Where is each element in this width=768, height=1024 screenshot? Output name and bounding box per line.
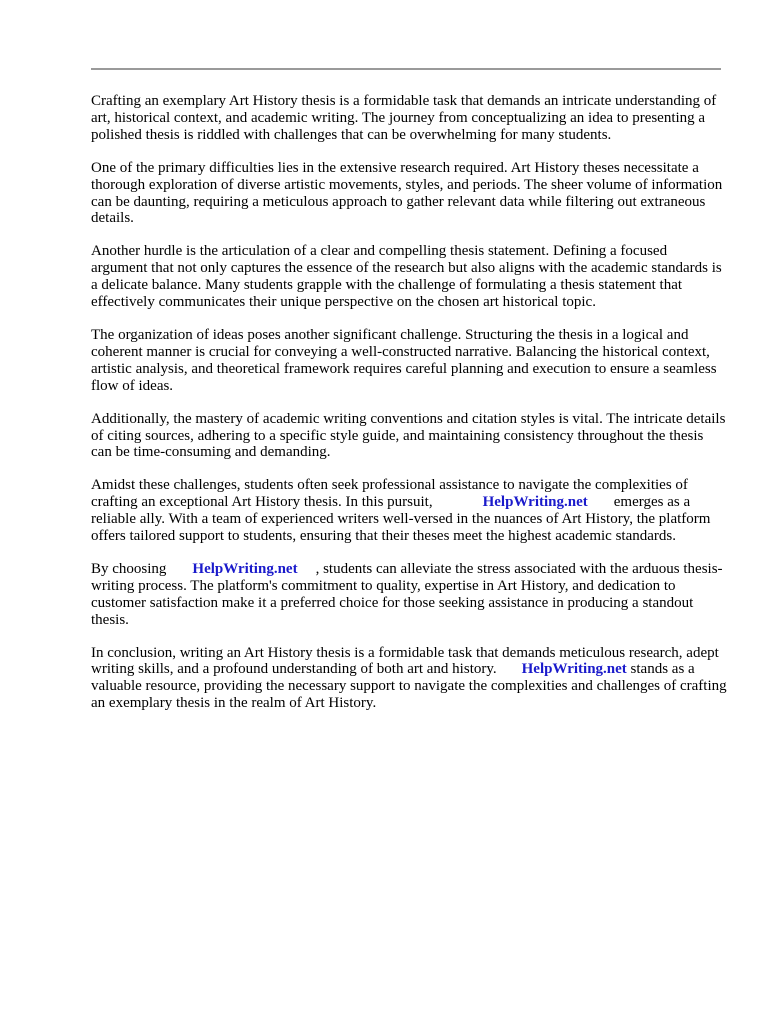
- top-divider: [91, 68, 721, 70]
- paragraph-research: One of the primary difficulties lies in the extensive research required. Art History theses necessitate a thorough exploration of diverse artistic movements, styles, and periods. The sheer volume of information can be daunting, requiring a meticulous approach to gather relevant data while filtering out extraneous details.: [91, 159, 723, 227]
- paragraph-assistance: [91, 477, 727, 545]
- paragraph-choosing-text-2: , students can alleviate the stress associated with the arduous thesis-writing process. The platform's commitment to quality, expertise in Art History, and dedication to customer satisfaction make it a preferred choice for those seeking assistance in producing a standout thesis.: [91, 560, 723, 628]
- paragraph-choosing: [91, 561, 727, 629]
- helpwriting-link-2[interactable]: HelpWriting.net: [192, 560, 298, 577]
- paragraph-assistance-text-2: emerges as a reliable ally. With a team of experienced writers well-versed in the nuances of Art History, the platform offers tailored support to students, ensuring that their theses meet the highest academic standards.: [91, 494, 711, 545]
- helpwriting-link-1[interactable]: HelpWriting.net: [482, 494, 588, 511]
- document-body: [91, 93, 727, 728]
- paragraph-intro: Crafting an exemplary Art History thesis is a formidable task that demands an intricate understanding of art, historical context, and academic writing. The journey from conceptualizing an idea to presenting a polished thesis is riddled with challenges that can be overwhelming for many students.: [91, 93, 717, 143]
- paragraph-writing-conventions: Additionally, the mastery of academic writing conventions and citation styles is vital. The intricate details of citing sources, adhering to a specific style guide, and maintaining consistency throughout the thesis can be time-consuming and demanding.: [91, 410, 726, 461]
- paragraph-organization: The organization of ideas poses another significant challenge. Structuring the thesis in a logical and coherent manner is crucial for conveying a well-constructed narrative. Balancing the historical context, artistic analysis, and theoretical framework requires careful planning and execution to ensure a seamless flow of ideas.: [91, 326, 717, 394]
- paragraph-conclusion: [91, 645, 727, 713]
- paragraph-conclusion-text-2: stands as a valuable resource, providing the necessary support to navigate the complexities and challenges of crafting an exemplary thesis in the realm of Art History.: [91, 661, 727, 712]
- paragraph-conclusion-text-1: In conclusion, writing an Art History thesis is a formidable task that demands meticulous research, adept writing skills, and a profound understanding of both art and history.: [91, 644, 719, 678]
- paragraph-choosing-text-1: By choosing: [91, 560, 167, 577]
- helpwriting-link-3[interactable]: HelpWriting.net: [521, 661, 627, 678]
- paragraph-assistance-text-1: Amidst these challenges, students often seek professional assistance to navigate the complexities of crafting an exceptional Art History thesis. In this pursuit,: [91, 477, 688, 511]
- paragraph-thesis-statement: Another hurdle is the articulation of a clear and compelling thesis statement. Defining a focused argument that not only captures the essence of the research but also aligns with the academic standards is a delicate balance. Many students grapple with the challenge of formulating a thesis statement that effectively communicates their unique perspective on the chosen art historical topic.: [91, 243, 722, 311]
